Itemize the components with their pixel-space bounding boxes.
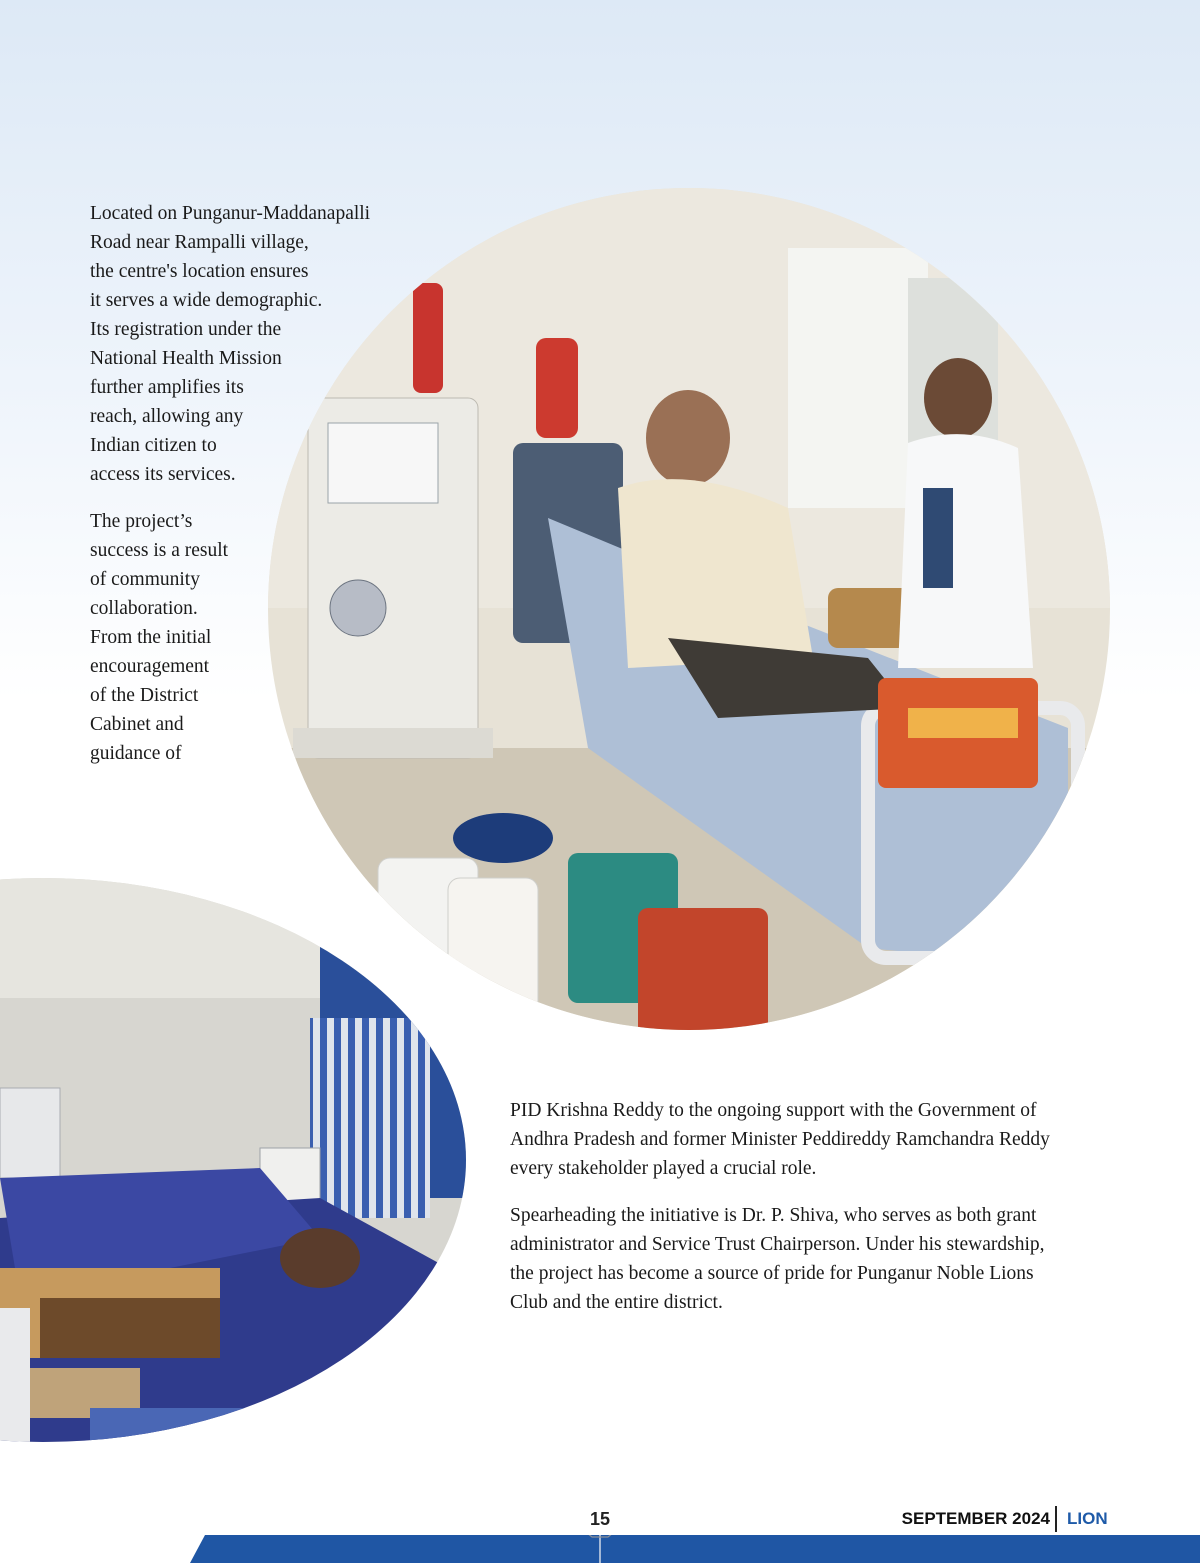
text-line: From the initial [90,627,212,648]
footer-divider [1055,1506,1057,1532]
text-line: encouragement [90,656,210,677]
text-line: Road near Rampalli village, [90,232,309,253]
text-line: Cabinet and [90,714,184,735]
dialysis-patient-photo [268,188,1110,1030]
text-line: every stakeholder played a crucial role. [510,1158,817,1179]
text-line: Club and the entire district. [510,1292,723,1313]
text-line: the project has become a source of pride for Punganur Noble Lions [510,1263,1034,1284]
magazine-name: LION [1067,1509,1108,1528]
text-line: of the District [90,685,199,706]
page-number: 15 [589,1509,611,1529]
text-line: success is a result [90,540,229,561]
text-line: further amplifies its [90,377,244,398]
right-paragraph-1 [510,1096,1130,1183]
text-line: guidance of [90,743,182,764]
issue-date: SEPTEMBER 2024 [901,1509,1050,1528]
text-line: Located on Punganur-Maddanapalli [90,203,371,224]
text-line: PID Krishna Reddy to the ongoing support with the Government of [510,1100,1037,1121]
text-line: of community [90,569,200,590]
text-line: The project’s [90,511,193,532]
right-paragraph-2 [510,1201,1130,1317]
text-line: Indian citizen to [90,435,217,456]
text-line: it serves a wide demographic. [90,290,323,311]
text-line: reach, allowing any [90,406,244,427]
text-line: Its registration under the [90,319,282,340]
text-line: National Health Mission [90,348,282,369]
footer-band [0,1535,1200,1563]
text-line: access its services. [90,464,236,485]
dialysis-ward-photo [0,878,466,1442]
text-line: Andhra Pradesh and former Minister Peddireddy Ramchandra Reddy [510,1129,1050,1150]
text-line: Spearheading the initiative is Dr. P. Shiva, who serves as both grant [510,1205,1037,1226]
text-line: the centre's location ensures [90,261,309,282]
text-line: administrator and Service Trust Chairperson. Under his stewardship, [510,1234,1045,1255]
right-text-column [510,1096,1130,1335]
text-line: collaboration. [90,598,198,619]
